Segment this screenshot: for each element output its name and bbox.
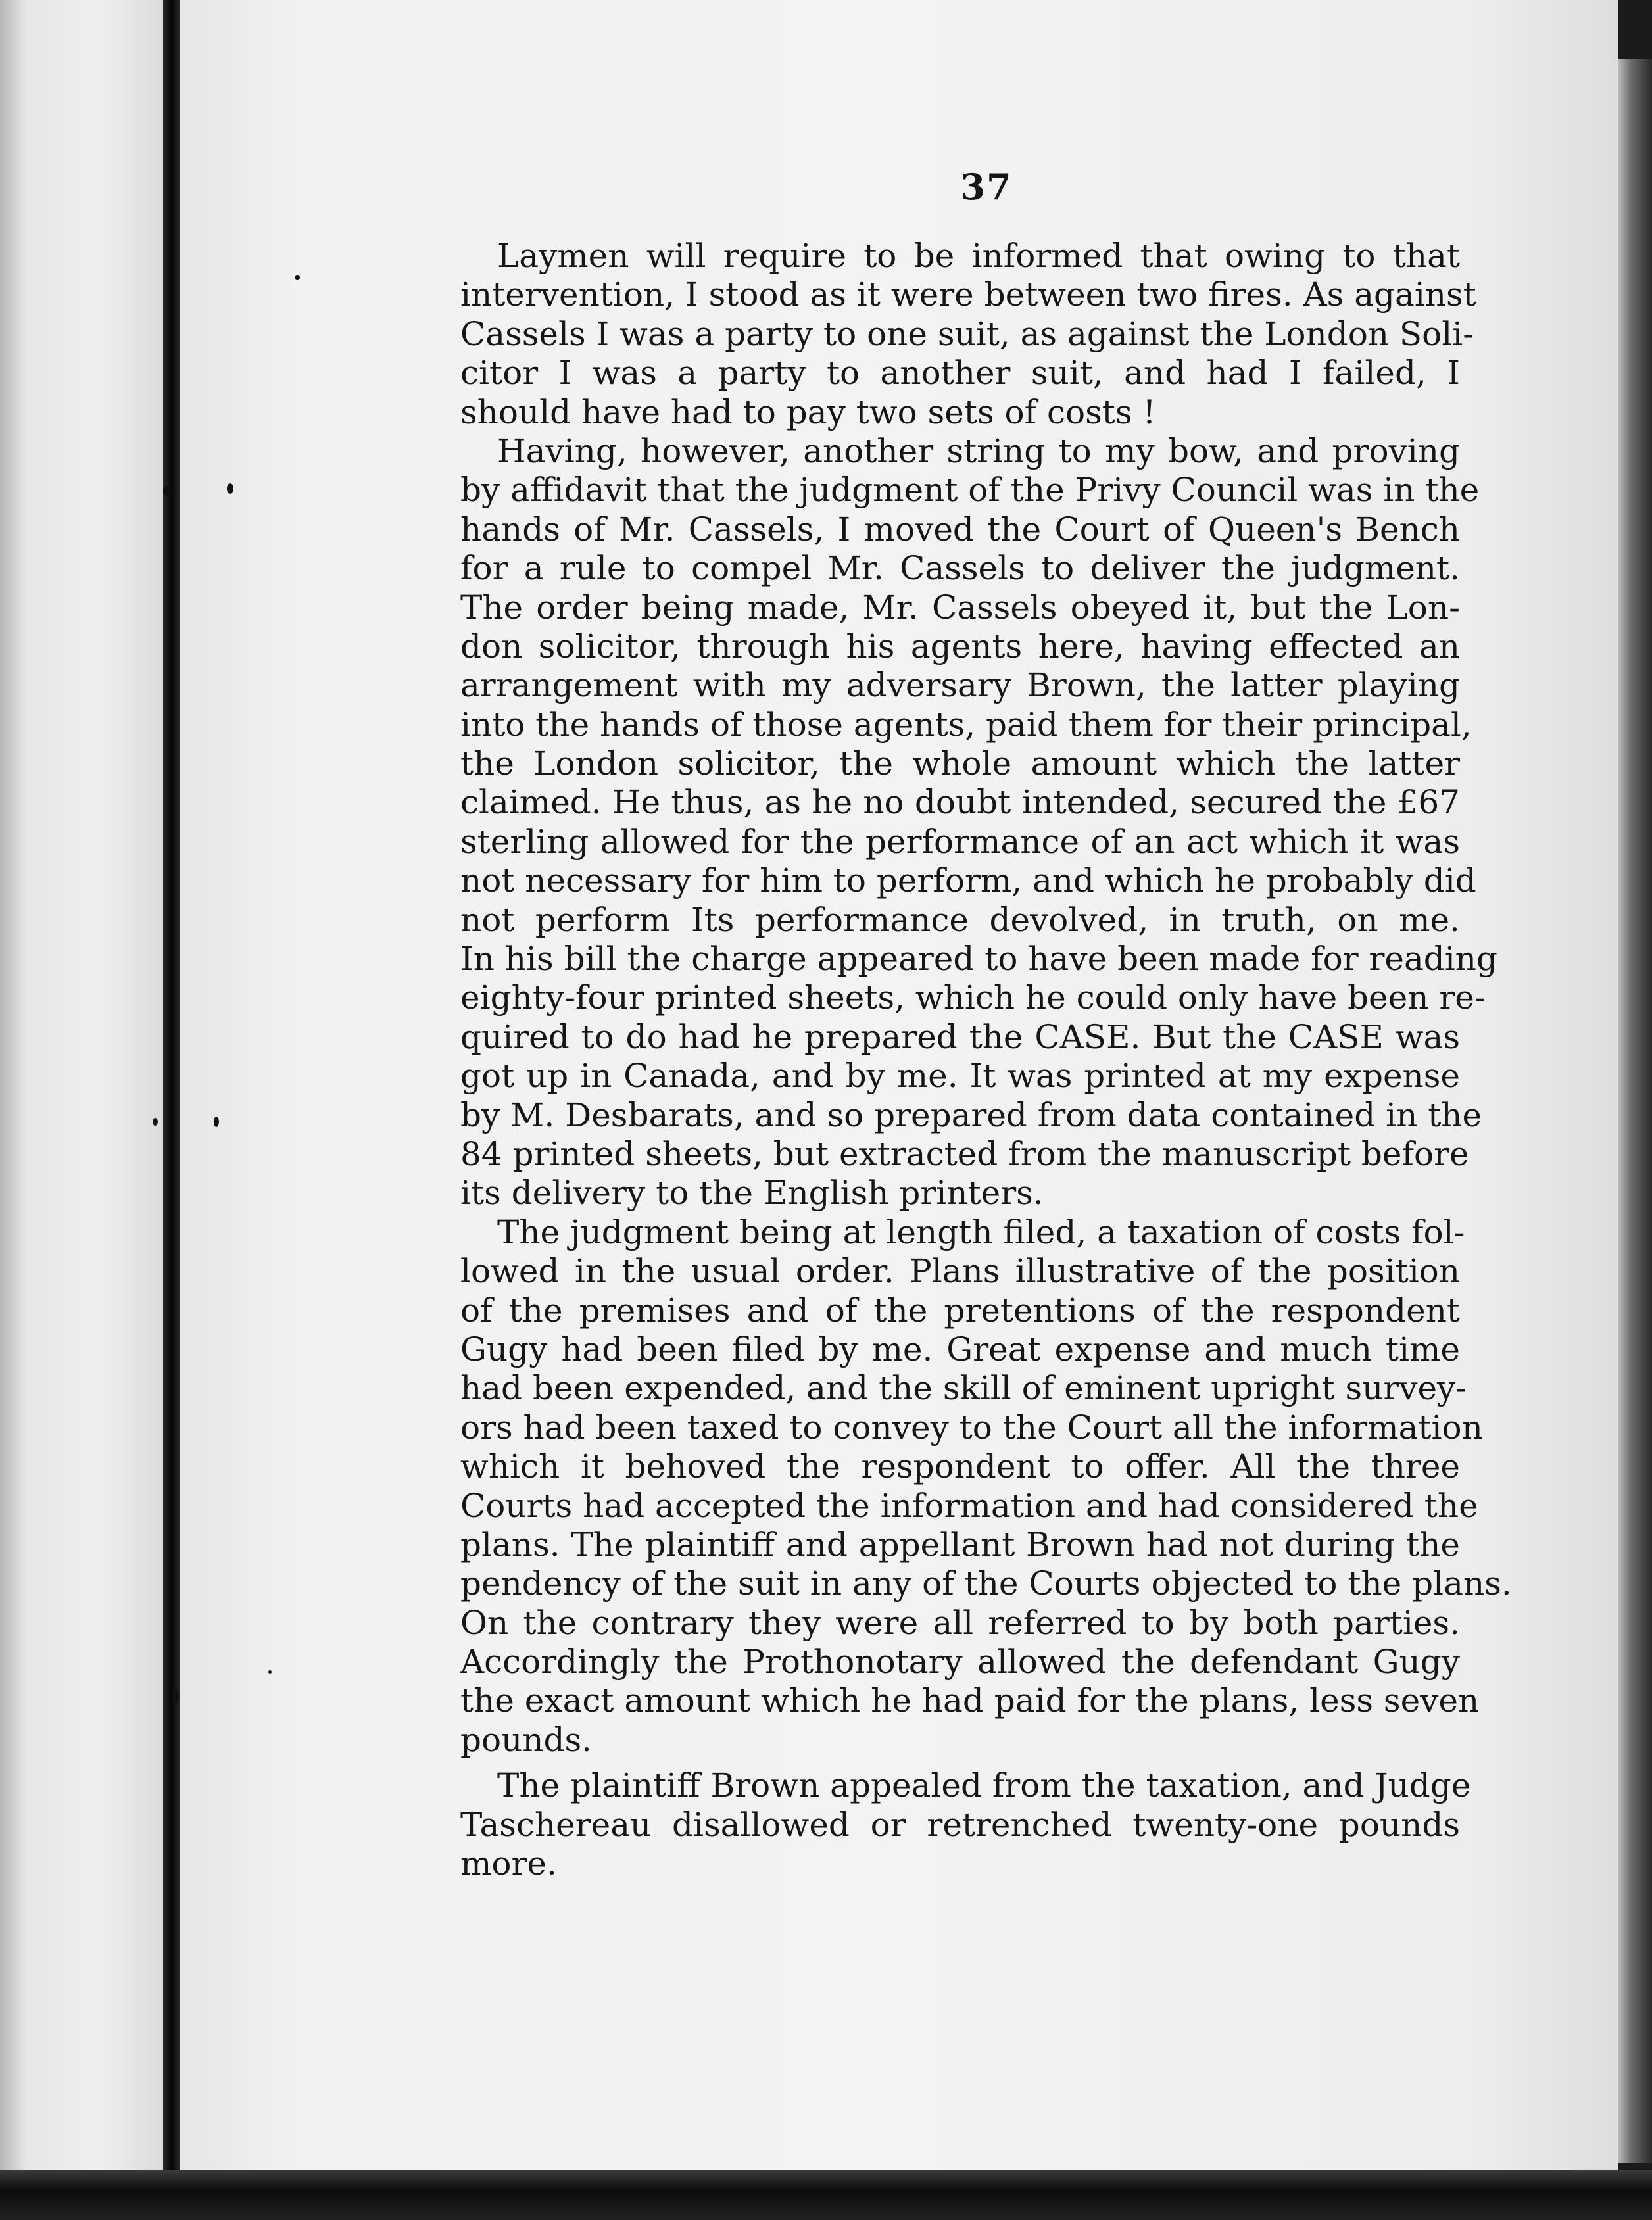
text-line: got up in Canada, and by me. It was printed at my expense <box>460 1057 1460 1096</box>
text-line: Cassels I was a party to one suit, as against the London Soli- <box>460 314 1474 353</box>
text-line: the London solicitor, the whole amount which the latter <box>460 744 1460 783</box>
text-line: claimed. He thus, as he no doubt intended, secured the £67 <box>460 783 1460 822</box>
text-line: plans. The plaintiff and appellant Brown had not during the <box>460 1525 1460 1564</box>
text-line: by affidavit that the judgment of the Privy Council was in the <box>460 471 1480 510</box>
text-line: intervention, I stood as it were between two fires. As against <box>460 276 1476 314</box>
text-line: of the premises and of the pretentions of the respondent <box>460 1291 1460 1330</box>
text-line: Taschereau disallowed or retrenched twenty-one pounds <box>460 1805 1460 1844</box>
text-line: On the contrary they were all referred to by both parties. <box>460 1603 1460 1642</box>
text-line: pendency of the suit in any of the Courts objected to the plans. <box>460 1564 1512 1603</box>
scan-speck <box>163 487 171 496</box>
text-line: eighty-four printed sheets, which he could only have been re- <box>460 978 1486 1017</box>
text-line: hands of Mr. Cassels, I moved the Court of Queen's Bench <box>460 510 1460 548</box>
text-line: for a rule to compel Mr. Cassels to deliver the judgment. <box>460 549 1460 588</box>
text-line: sterling allowed for the performance of an act which it was <box>460 822 1460 861</box>
text-line: quired to do had he prepared the CASE. But the CASE was <box>460 1017 1460 1056</box>
scan-speck <box>227 483 233 494</box>
text-line: The order being made, Mr. Cassels obeyed it, but the Lon- <box>460 588 1460 627</box>
scan-speck <box>214 1117 219 1127</box>
text-line: don solicitor, through his agents here, having effected an <box>460 627 1460 665</box>
text-line: Having, however, another string to my bow, and proving <box>497 431 1460 470</box>
text-line: Courts had accepted the information and had considered the <box>460 1486 1478 1525</box>
body-text <box>460 237 1512 1883</box>
text-line: had been expended, and the skill of eminent upright survey- <box>460 1369 1467 1408</box>
text-line: citor I was a party to another suit, and had I failed, I <box>460 354 1460 393</box>
page-edge-shadow <box>1618 59 1652 2163</box>
scan-speck <box>172 1690 179 1703</box>
text-line: Laymen will require to be informed that owing to that <box>497 237 1460 275</box>
text-line: lowed in the usual order. Plans illustrative of the position <box>460 1252 1460 1291</box>
text-line: more. <box>460 1845 557 1883</box>
text-line: by M. Desbarats, and so prepared from data contained in the <box>460 1096 1482 1134</box>
scan-speck <box>295 275 300 280</box>
text-line: arrangement with my adversary Brown, the latter playing <box>460 666 1460 705</box>
text-line: 84 printed sheets, but extracted from the manuscript before <box>460 1134 1469 1173</box>
paragraph-gap <box>460 1760 1460 1766</box>
text-line: should have had to pay two sets of costs ! <box>460 393 1156 431</box>
text-line: its delivery to the English printers. <box>460 1174 1044 1213</box>
text-line: In his bill the charge appeared to have been made for reading <box>460 940 1498 978</box>
page-number: 37 <box>960 166 1013 208</box>
text-line: The plaintiff Brown appealed from the taxation, and Judge <box>497 1766 1471 1805</box>
text-line: The judgment being at length filed, a taxation of costs fol- <box>497 1213 1465 1251</box>
scan-speck <box>268 1670 272 1674</box>
text-line: not necessary for him to perform, and which he probably did <box>460 861 1476 900</box>
scan-speck <box>153 1118 158 1126</box>
text-line: into the hands of those agents, paid them for their principal, <box>460 705 1472 744</box>
text-line: not perform Its performance devolved, in truth, on me. <box>460 900 1460 939</box>
book-gutter <box>163 0 180 2183</box>
text-line: which it behoved the respondent to offer. All the three <box>460 1447 1460 1486</box>
text-line: pounds. <box>460 1720 593 1759</box>
text-line: Accordingly the Prothonotary allowed the defendant Gugy <box>460 1643 1460 1681</box>
text-line: Gugy had been filed by me. Great expense and much time <box>460 1330 1460 1368</box>
text-line: the exact amount which he had paid for the plans, less seven <box>460 1681 1480 1720</box>
left-page-margin <box>0 0 163 2190</box>
scan-bottom-border <box>0 2170 1652 2220</box>
text-line: ors had been taxed to convey to the Court all the information <box>460 1408 1483 1447</box>
